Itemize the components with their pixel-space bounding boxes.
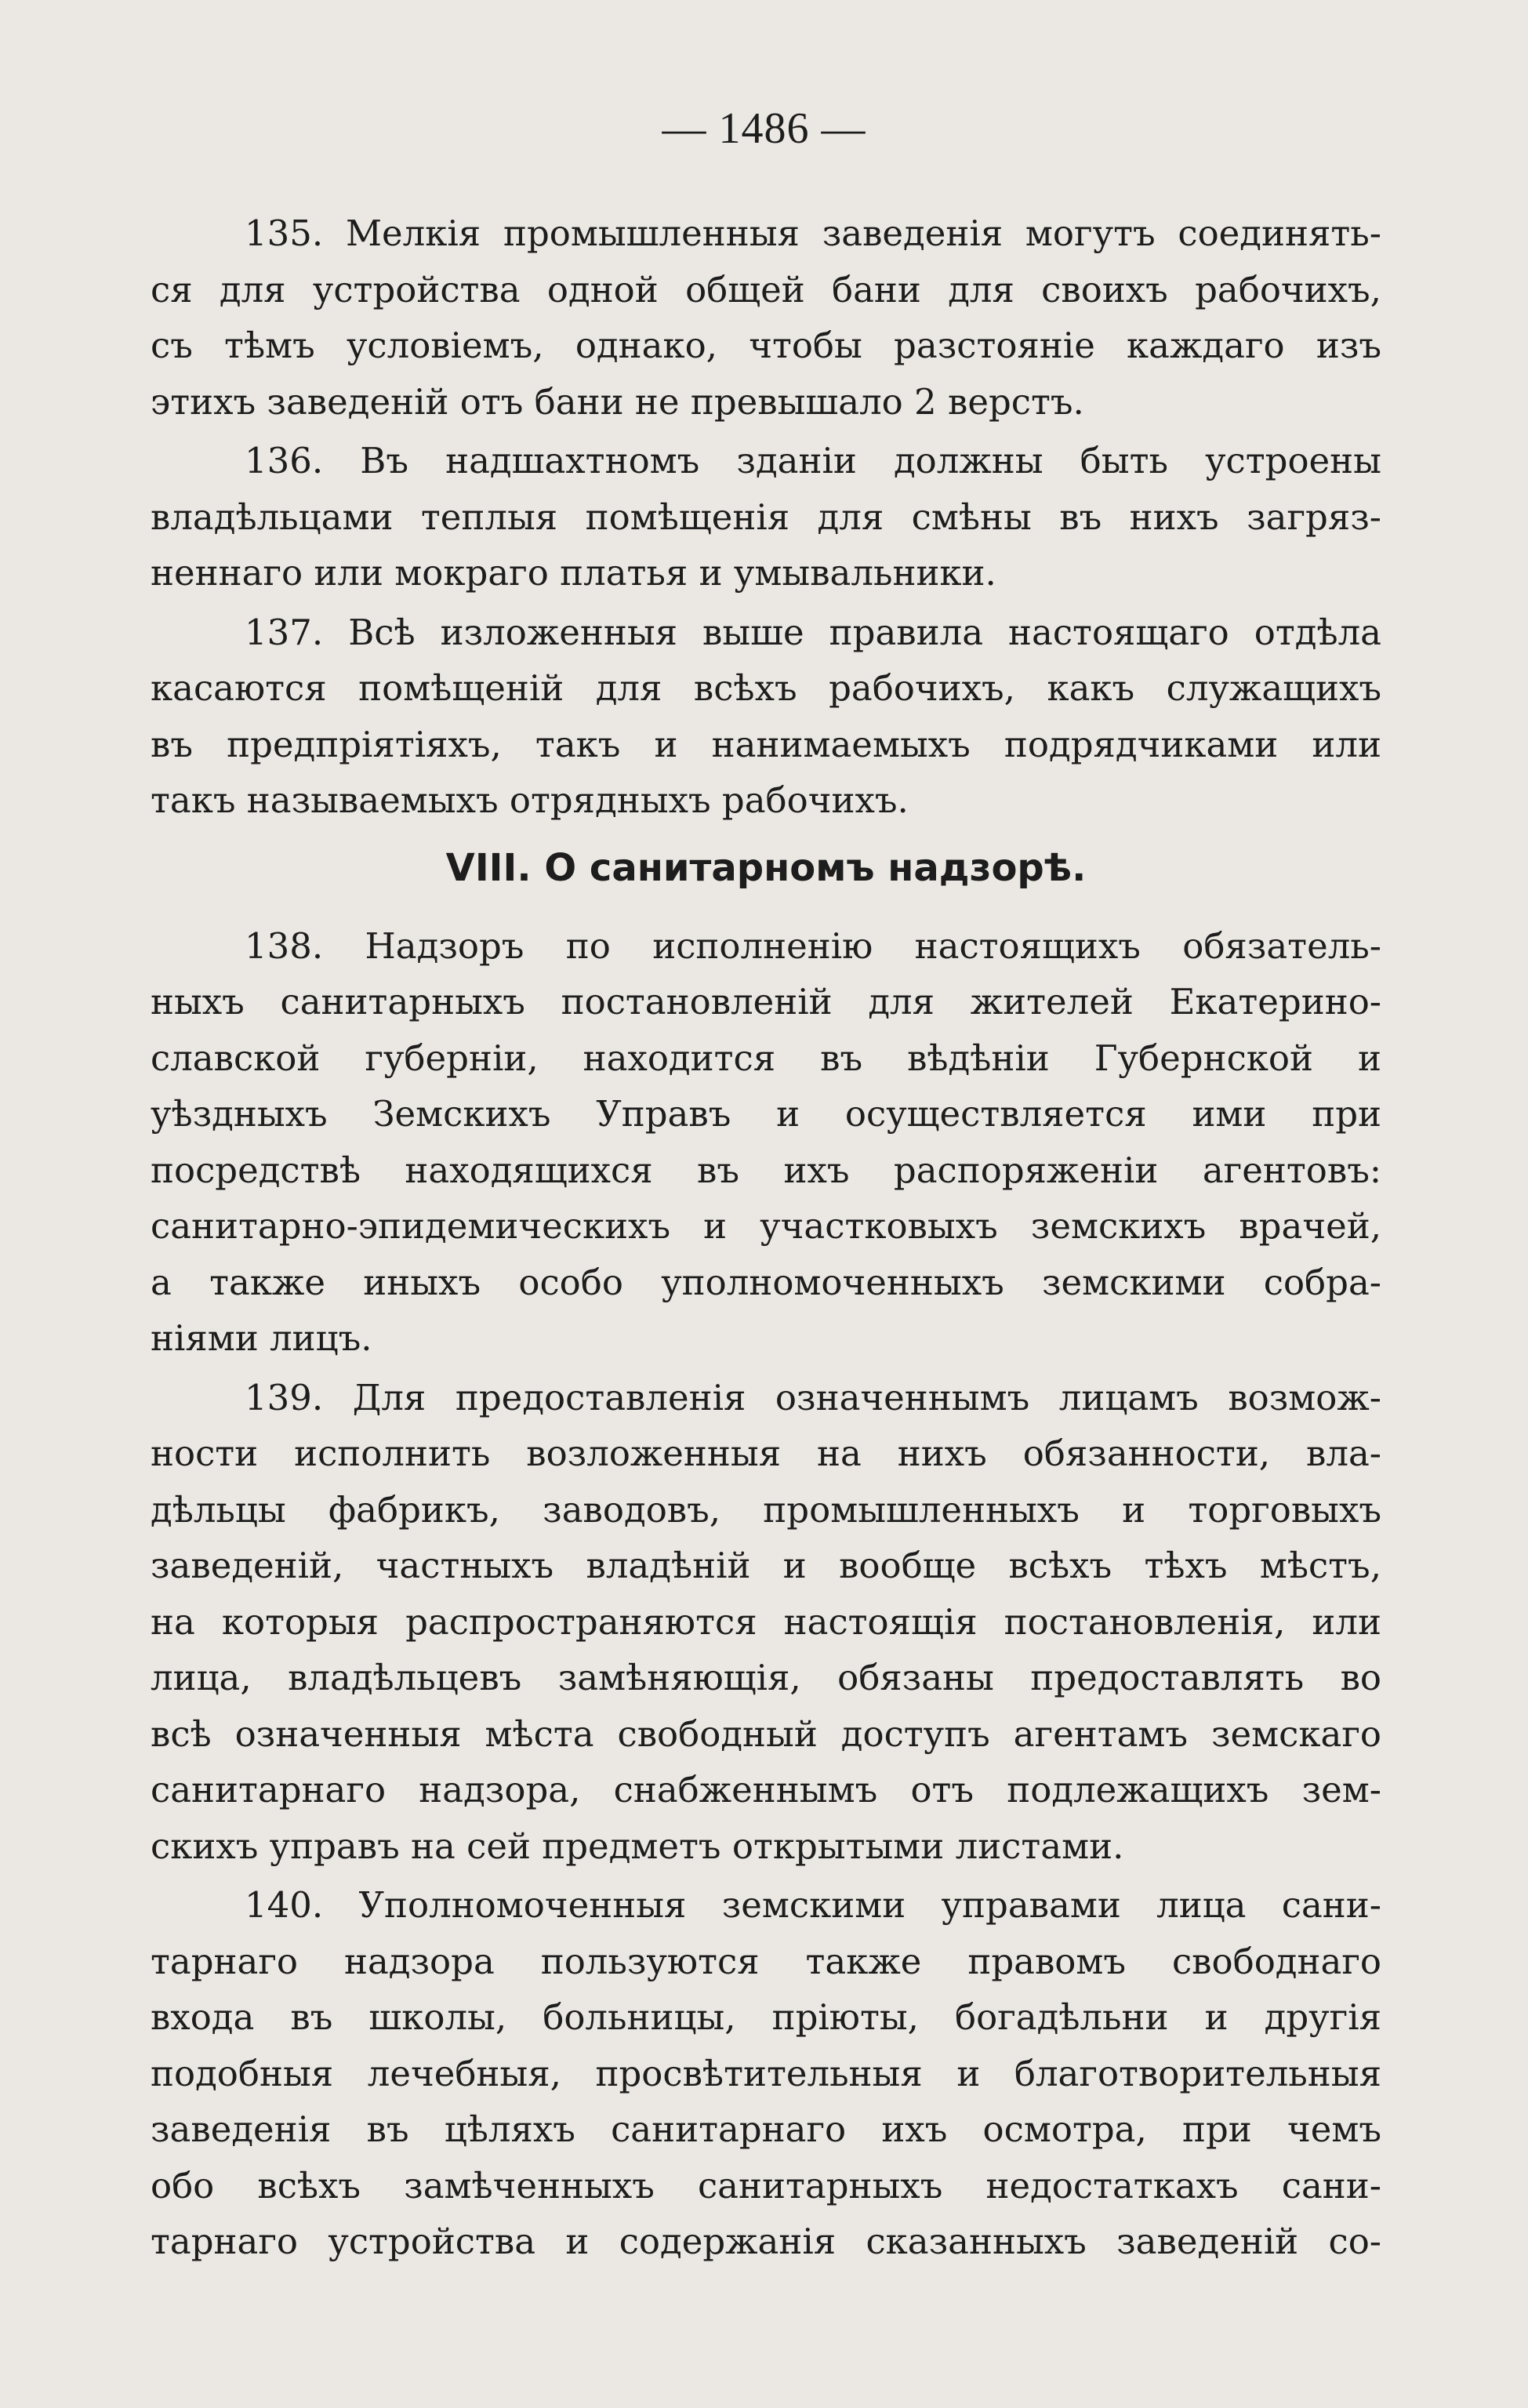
text-line: заведенія въ цѣляхъ санитарнаго ихъ осмотра, при чемъ xyxy=(151,2108,1381,2150)
text-line: скихъ управъ на сей предметъ открытыми листами. xyxy=(151,1825,1124,1867)
text-line: касаются помѣщеній для всѣхъ рабочихъ, какъ служащихъ xyxy=(151,667,1381,709)
text-line: 139. Для предоставленія означеннымъ лицамъ возмож- xyxy=(245,1376,1381,1418)
page-body xyxy=(151,205,1381,2270)
text-line: неннаго или мокраго платья и умывальники. xyxy=(151,552,996,594)
text-line: этихъ заведеній отъ бани не превышало 2 верстъ. xyxy=(151,380,1084,423)
text-line: уѣздныхъ Земскихъ Управъ и осуществляется ими при xyxy=(151,1093,1381,1135)
text-line: а также иныхъ особо уполномоченныхъ земскими собра- xyxy=(151,1261,1381,1303)
paragraph xyxy=(151,1370,1381,1875)
text-line: санитарнаго надзора, снабженнымъ отъ подлежащихъ зем- xyxy=(151,1769,1381,1811)
paragraphs-after-heading xyxy=(151,918,1381,2270)
page-number: — 1486 — xyxy=(662,104,866,153)
text-line: всѣ означенныя мѣста свободный доступъ агентамъ земскаго xyxy=(151,1712,1381,1755)
text-line: такъ называемыхъ отрядныхъ рабочихъ. xyxy=(151,779,909,821)
paragraph xyxy=(151,605,1381,829)
text-line: санитарно-эпидемическихъ и участковыхъ земскихъ врачей, xyxy=(151,1205,1381,1247)
text-line: славской губерніи, находится въ вѣдѣніи Губернской и xyxy=(151,1037,1381,1079)
text-line: лица, владѣльцевъ замѣняющія, обязаны предоставлять во xyxy=(151,1657,1381,1698)
text-line: заведеній, частныхъ владѣній и вообще всѣхъ тѣхъ мѣстъ, xyxy=(151,1545,1381,1586)
text-line: дѣльцы фабрикъ, заводовъ, промышленныхъ и торговыхъ xyxy=(151,1488,1381,1531)
section-heading: VIII. О санитарномъ надзорѣ. xyxy=(445,845,1087,890)
paragraph xyxy=(151,918,1381,1367)
text-line: съ тѣмъ условіемъ, однако, чтобы разстояніе каждаго изъ xyxy=(151,325,1381,366)
text-line: тарнаго надзора пользуются также правомъ свободнаго xyxy=(151,1940,1381,1982)
text-line: входа въ школы, больницы, пріюты, богадѣльни и другія xyxy=(151,1996,1381,2038)
text-line: посредствѣ находящихся въ ихъ распоряженіи агентовъ: xyxy=(151,1149,1381,1191)
paragraph xyxy=(151,433,1381,601)
text-line: 136. Въ надшахтномъ зданіи должны быть устроены xyxy=(245,440,1381,481)
text-line: ніями лицъ. xyxy=(151,1317,372,1359)
text-line: 137. Всѣ изложенныя выше правила настоящаго отдѣла xyxy=(245,611,1381,653)
paragraph xyxy=(151,1877,1381,2270)
text-line: владѣльцами теплыя помѣщенія для смѣны въ нихъ загряз- xyxy=(151,496,1381,538)
text-line: ся для устройства одной общей бани для своихъ рабочихъ, xyxy=(151,268,1381,311)
text-line: 138. Надзоръ по исполненію настоящихъ обязатель- xyxy=(245,924,1381,967)
text-line: ности исполнить возложенныя на нихъ обязанности, вла- xyxy=(151,1433,1381,1474)
text-line: 135. Мелкія промышленныя заведенія могутъ соединять- xyxy=(245,212,1381,254)
text-line: ныхъ санитарныхъ постановленій для жителей Екатерино- xyxy=(151,981,1381,1022)
text-line: тарнаго устройства и содержанія сказанныхъ заведеній со- xyxy=(151,2221,1381,2262)
text-line: на которыя распространяются настоящія постановленія, или xyxy=(151,1600,1381,1643)
text-line: 140. Уполномоченныя земскими управами лица сани- xyxy=(245,1884,1381,1926)
paragraphs-before-heading xyxy=(151,205,1381,829)
text-line: въ предпріятіяхъ, такъ и нанимаемыхъ подрядчиками или xyxy=(151,723,1381,765)
paragraph xyxy=(151,205,1381,430)
text-line: обо всѣхъ замѣченныхъ санитарныхъ недостаткахъ сани- xyxy=(151,2164,1381,2206)
text-line: подобныя лечебныя, просвѣтительныя и благотворительныя xyxy=(151,2052,1381,2094)
